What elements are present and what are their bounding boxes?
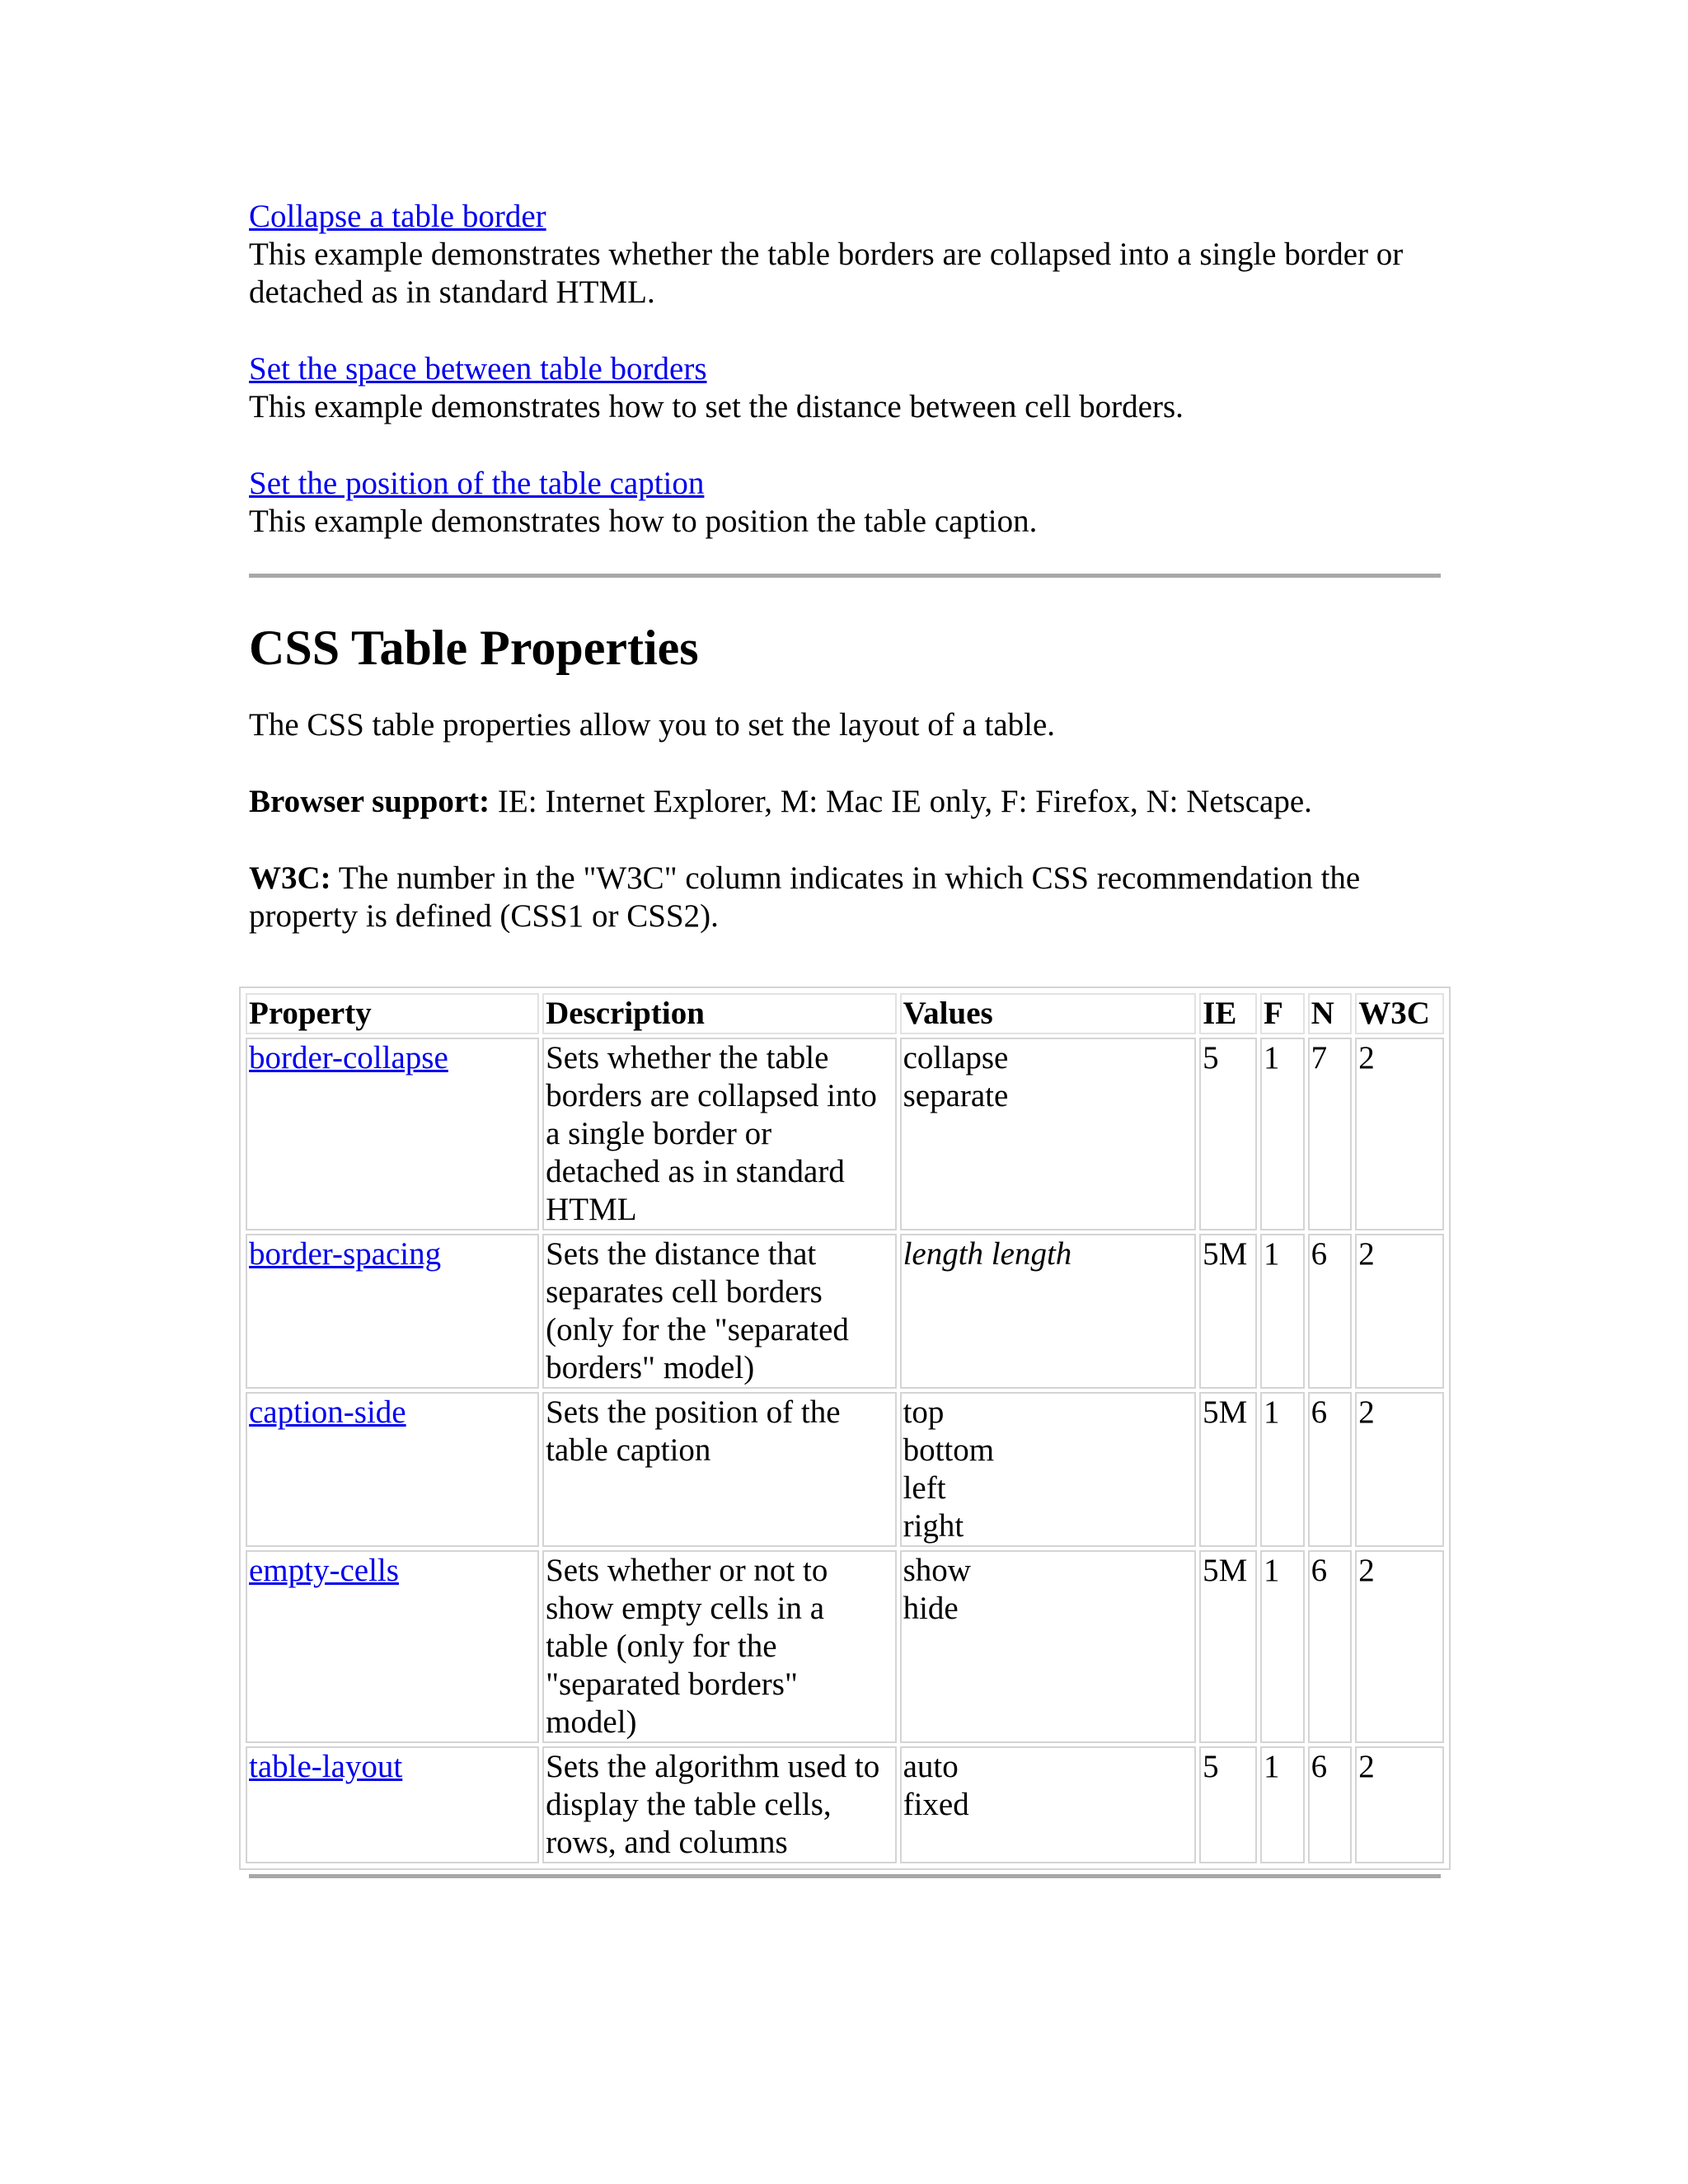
table-row (246, 1550, 1444, 1743)
table-row (246, 1746, 1444, 1863)
property-link-caption-side[interactable]: caption-side (249, 1394, 406, 1430)
w3c-level-cell: 2 (1355, 1746, 1444, 1863)
example-description: This example demonstrates how to set the distance between cell borders. (249, 389, 1184, 424)
value-item: length length (903, 1236, 1072, 1272)
values-cell (900, 1550, 1197, 1743)
property-cell (246, 1234, 539, 1389)
property-link-empty-cells[interactable]: empty-cells (249, 1553, 399, 1588)
value-item: bottom (903, 1432, 995, 1468)
example-link-collapse-border[interactable]: Collapse a table border (249, 199, 546, 234)
netscape-support-cell: 6 (1308, 1550, 1353, 1743)
example-description: This example demonstrates whether the table borders are collapsed into a single border or detached as in standard HTML. (249, 237, 1404, 310)
example-border-spacing (249, 350, 1441, 426)
browser-support-label: Browser support: (249, 784, 490, 819)
example-caption-position (249, 465, 1441, 541)
header-n: N (1308, 993, 1353, 1034)
ie-support-cell: 5M (1199, 1392, 1257, 1547)
description-cell: Sets the algorithm used to display the table cells, rows, and columns (542, 1746, 897, 1863)
value-item: collapse (903, 1040, 1009, 1076)
table-header-row (246, 993, 1444, 1034)
divider-top (249, 574, 1441, 578)
w3c-text: The number in the "W3C" column indicates in which CSS recommendation the property is defined (CSS1 or CSS2). (249, 860, 1361, 934)
property-link-table-layout[interactable]: table-layout (249, 1749, 403, 1784)
section-title: CSS Table Properties (249, 621, 699, 675)
value-item: hide (903, 1591, 959, 1626)
property-cell (246, 1392, 539, 1547)
w3c-level-cell: 2 (1355, 1550, 1444, 1743)
value-item: right (903, 1508, 964, 1544)
browser-support-text: IE: Internet Explorer, M: Mac IE only, F: Firefox, N: Netscape. (490, 784, 1312, 819)
value-item: fixed (903, 1787, 969, 1822)
property-link-border-collapse[interactable]: border-collapse (249, 1040, 448, 1076)
ie-support-cell: 5 (1199, 1038, 1257, 1230)
example-link-caption-position[interactable]: Set the position of the table caption (249, 466, 705, 501)
value-item: show (903, 1553, 971, 1588)
table-body (246, 1038, 1444, 1863)
ie-support-cell: 5M (1199, 1234, 1257, 1389)
example-link-border-spacing[interactable]: Set the space between table borders (249, 351, 707, 387)
property-cell (246, 1550, 539, 1743)
browser-support-note (249, 783, 1441, 821)
header-description: Description (542, 993, 897, 1034)
description-cell: Sets whether the table borders are collapsed into a single border or detached as in standard HTML (542, 1038, 897, 1230)
example-collapse-border (249, 198, 1441, 312)
netscape-support-cell: 7 (1308, 1038, 1353, 1230)
netscape-support-cell: 6 (1308, 1234, 1353, 1389)
values-cell (900, 1038, 1197, 1230)
css-table-properties-table (239, 987, 1451, 1870)
value-item: top (903, 1394, 945, 1430)
table-row (246, 1038, 1444, 1230)
values-cell (900, 1392, 1197, 1547)
table-row (246, 1392, 1444, 1547)
header-values: Values (900, 993, 1197, 1034)
w3c-level-cell: 2 (1355, 1392, 1444, 1547)
divider-bottom (249, 1874, 1441, 1878)
description-cell: Sets the distance that separates cell borders (only for the "separated borders" model) (542, 1234, 897, 1389)
header-ie: IE (1199, 993, 1257, 1034)
firefox-support-cell: 1 (1260, 1038, 1305, 1230)
table-row (246, 1234, 1444, 1389)
firefox-support-cell: 1 (1260, 1234, 1305, 1389)
firefox-support-cell: 1 (1260, 1746, 1305, 1863)
w3c-note (249, 860, 1441, 935)
page-content (249, 198, 1441, 1860)
netscape-support-cell: 6 (1308, 1392, 1353, 1547)
value-item: separate (903, 1078, 1009, 1113)
section-intro: The CSS table properties allow you to set the layout of a table. (249, 707, 1056, 743)
header-property: Property (246, 993, 539, 1034)
values-cell (900, 1746, 1197, 1863)
header-w3c: W3C (1355, 993, 1444, 1034)
property-link-border-spacing[interactable]: border-spacing (249, 1236, 442, 1272)
w3c-level-cell: 2 (1355, 1234, 1444, 1389)
w3c-label: W3C: (249, 860, 331, 896)
description-cell: Sets whether or not to show empty cells in a table (only for the "separated borders" model) (542, 1550, 897, 1743)
values-cell (900, 1234, 1197, 1389)
header-f: F (1260, 993, 1305, 1034)
property-cell (246, 1038, 539, 1230)
w3c-level-cell: 2 (1355, 1038, 1444, 1230)
ie-support-cell: 5M (1199, 1550, 1257, 1743)
value-item: left (903, 1470, 946, 1506)
firefox-support-cell: 1 (1260, 1550, 1305, 1743)
ie-support-cell: 5 (1199, 1746, 1257, 1863)
property-cell (246, 1746, 539, 1863)
value-item: auto (903, 1749, 959, 1784)
description-cell: Sets the position of the table caption (542, 1392, 897, 1547)
netscape-support-cell: 6 (1308, 1746, 1353, 1863)
example-description: This example demonstrates how to position the table caption. (249, 504, 1038, 539)
firefox-support-cell: 1 (1260, 1392, 1305, 1547)
